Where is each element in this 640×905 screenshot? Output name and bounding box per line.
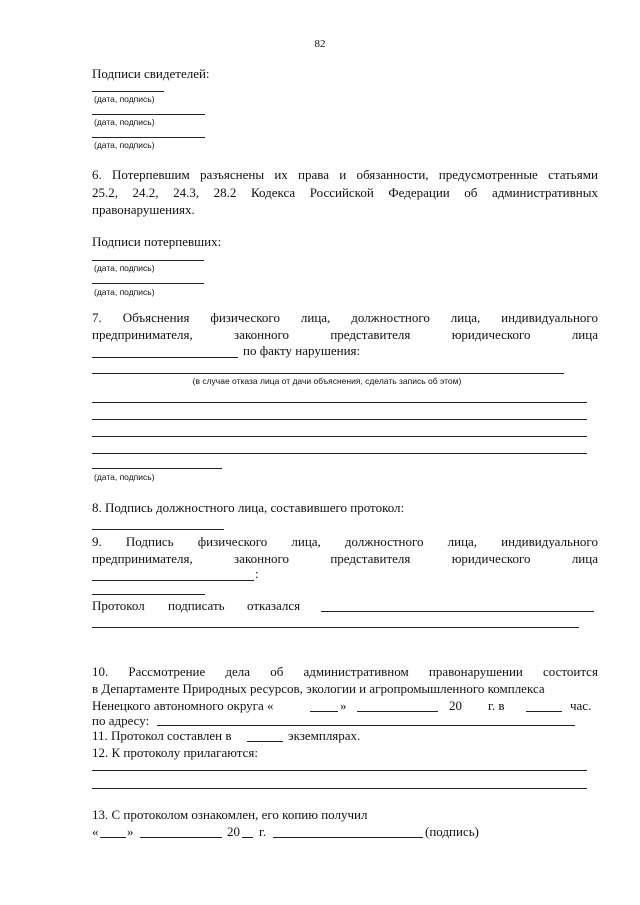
- item12-text: 12. К протоколу прилагаются:: [92, 745, 258, 760]
- witness-date-sign-3: (дата, подпись): [94, 140, 155, 150]
- item7-explanation-line-5[interactable]: [92, 453, 587, 454]
- item10-address-field[interactable]: [157, 725, 575, 726]
- page-number: 82: [314, 38, 326, 50]
- victim-signature-line-1[interactable]: [92, 260, 204, 261]
- item13-month-field[interactable]: [140, 837, 222, 838]
- refused-word-2: подписать: [168, 598, 225, 613]
- item13-quote-open: «: [92, 824, 99, 839]
- victim-date-sign-1: (дата, подпись): [94, 263, 155, 273]
- item7-date-sign: (дата, подпись): [94, 472, 155, 482]
- item7-explanation-line-1[interactable]: [92, 373, 564, 374]
- item11-text-b: экземплярах.: [288, 728, 361, 743]
- item9-signature-line[interactable]: [92, 594, 205, 595]
- item13-text: 13. С протоколом ознакомлен, его копию получил: [92, 807, 368, 822]
- item10-line1: 10. Рассмотрение дела об административном правонарушении состоится: [92, 664, 598, 679]
- witness-date-sign-2: (дата, подпись): [94, 117, 155, 127]
- item6-line1: 6. Потерпевшим разъяснены их права и обязанности, предусмотренные статьями: [92, 167, 598, 182]
- item9-line1: 9. Подпись физического лица, должностного лица, индивидуального: [92, 534, 598, 549]
- item8-signature-line[interactable]: [92, 529, 224, 530]
- witness-date-sign-1: (дата, подпись): [94, 94, 155, 104]
- witness-signature-line-3[interactable]: [92, 137, 205, 138]
- item10-month-field[interactable]: [357, 711, 438, 712]
- victim-date-sign-2: (дата, подпись): [94, 287, 155, 297]
- item8-text: 8. Подпись должностного лица, составившего протокол:: [92, 500, 405, 515]
- item12-attachments-line-2[interactable]: [92, 788, 587, 789]
- item13-day-field[interactable]: [100, 837, 126, 838]
- item6-line2: 25.2, 24.2, 24.3, 28.2 Кодекса Российской Федерации об административных: [92, 185, 598, 200]
- item7-explanation-line-2[interactable]: [92, 402, 587, 403]
- item9-colon: :: [255, 566, 259, 581]
- witnesses-heading: Подписи свидетелей:: [92, 66, 210, 81]
- item7-line1: 7. Объяснения физического лица, должностного лица, индивидуального: [92, 310, 598, 325]
- item10-line3-c: 20: [449, 698, 462, 713]
- witness-signature-line-2[interactable]: [92, 114, 205, 115]
- item7-explanation-line-3[interactable]: [92, 419, 587, 420]
- item10-line3-a: Ненецкого автономного округа «: [92, 698, 274, 713]
- item10-line3-b: »: [340, 698, 347, 713]
- item11-text-a: 11. Протокол составлен в: [92, 728, 232, 743]
- item12-attachments-line-1[interactable]: [92, 770, 587, 771]
- witness-signature-line-1[interactable]: [92, 91, 164, 92]
- item7-line2: предпринимателя, законного представителя юридического лица: [92, 327, 598, 342]
- item10-line4: по адресу:: [92, 713, 150, 728]
- victim-signature-line-2[interactable]: [92, 283, 204, 284]
- item11-copies-field[interactable]: [247, 741, 283, 742]
- item10-line2: в Департаменте Природных ресурсов, экологии и агропромышленного комплекса: [92, 681, 545, 696]
- item10-line3-d: г. в: [488, 698, 505, 713]
- item13-g: г.: [259, 824, 267, 839]
- item7-refusal-note: (в случае отказа лица от дачи объяснения, сделать запись об этом): [192, 376, 462, 386]
- item13-year-field[interactable]: [242, 837, 253, 838]
- item7-line3: по факту нарушения:: [243, 343, 361, 358]
- item7-explanation-line-4[interactable]: [92, 436, 587, 437]
- item7-signature-line[interactable]: [92, 468, 222, 469]
- item13-quote-close: »: [127, 824, 134, 839]
- item10-day-field[interactable]: [310, 711, 338, 712]
- refused-reason-line[interactable]: [92, 627, 579, 628]
- item10-hour-field[interactable]: [526, 711, 562, 712]
- item6-line3: правонарушениях.: [92, 202, 195, 217]
- refused-word-1: Протокол: [92, 598, 145, 613]
- item13-sign-label: (подпись): [425, 824, 479, 839]
- item10-line3-e: час.: [570, 698, 592, 713]
- item9-line2: предпринимателя, законного представителя юридического лица: [92, 551, 598, 566]
- item9-entity-line[interactable]: [92, 580, 254, 581]
- item7-entity-line[interactable]: [92, 357, 238, 358]
- refused-word-3: отказался: [247, 598, 301, 613]
- item13-year: 20: [227, 824, 240, 839]
- refused-signature-line[interactable]: [321, 611, 594, 612]
- item13-signature-line[interactable]: [273, 837, 423, 838]
- victims-heading: Подписи потерпевших:: [92, 234, 222, 249]
